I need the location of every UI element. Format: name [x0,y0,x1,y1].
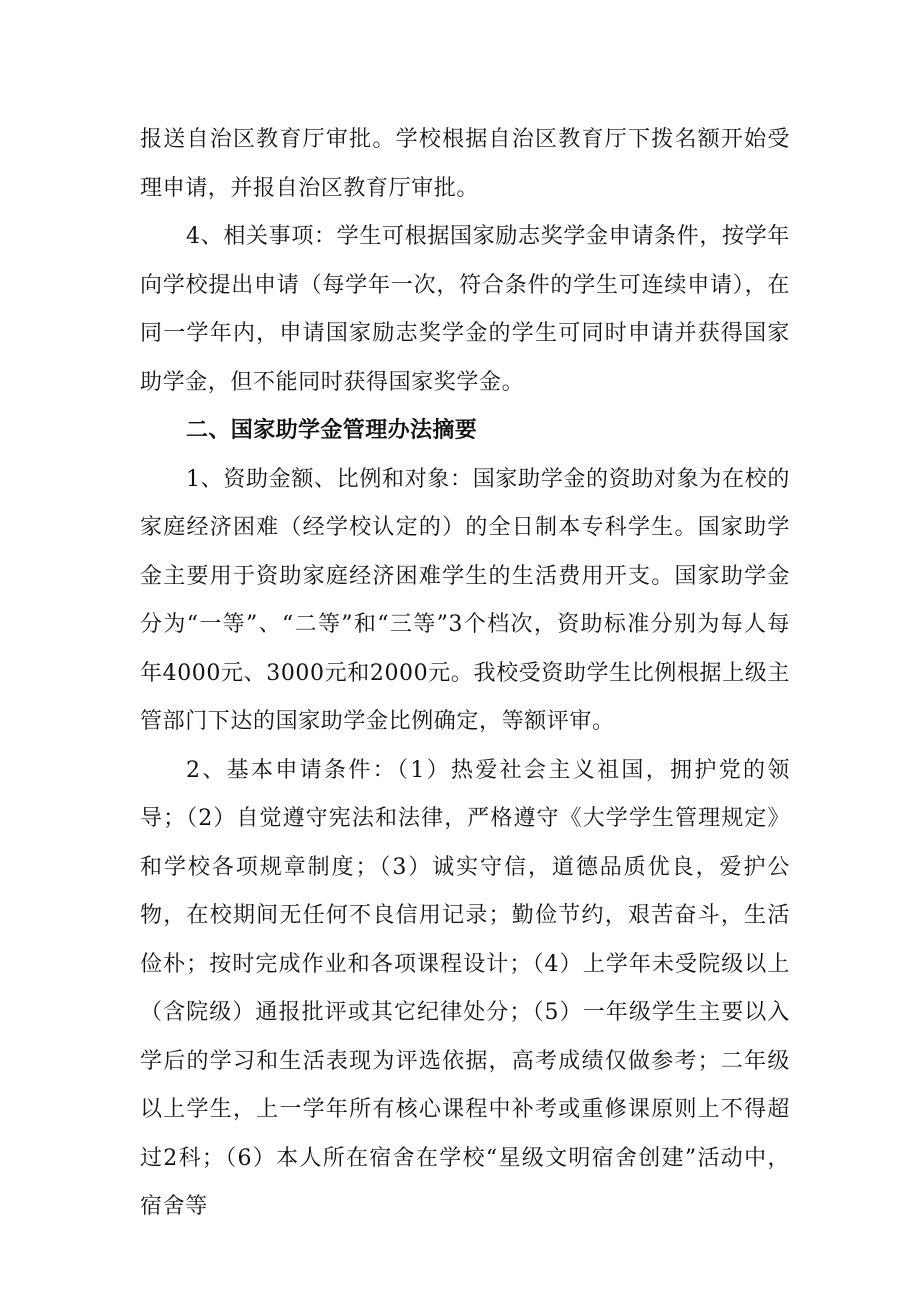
section-heading: 二、国家助学金管理办法摘要 [186,418,478,443]
paragraph-related-matters: 4、相关事项：学生可根据国家励志奖学金申请条件，按学年向学校提出申请（每学年一次，符合条件的学生可连续申请），在同一学年内，申请国家励志奖学金的学生可同时申请并获得国家助学金，但不能同时获得国家奖学金。 [140,224,790,395]
paragraph-application-conditions: 2、基本申请条件：（1）热爱社会主义祖国，拥护党的领导；（2）自觉遵守宪法和法律，严格遵守《大学学生管理规定》和学校各项规章制度；（3）诚实守信，道德品质优良，爱护公物，在校期间无任何不良信用记录；勤俭节约，艰苦奋斗，生活俭朴；按时完成作业和各项课程设计；（4）上学年未受院级以上（含院级）通报批评或其它纪律处分；（5）一年级学生主要以入学后的学习和生活表现为评选依据，高考成绩仅做参考；二年级以上学生，上一学年所有核心课程中补考或重修课原则上不得超过2科；（6）本人所在宿舍在学校“星级文明宿舍创建”活动中，宿舍等 [140,757,790,1219]
paragraph-continuation: 报送自治区教育厅审批。学校根据自治区教育厅下拨名额开始受理申请，并报自治区教育厅审批。 [140,127,790,201]
document-body [140,116,790,1232]
paragraph-funding-amount: 1、资助金额、比例和对象：国家助学金的资助对象为在校的家庭经济困难（经学校认定的）的全日制本专科学生。国家助学金主要用于资助家庭经济困难学生的生活费用开支。国家助学金分为“一等”、“二等”和“三等”3个档次，资助标准分别为每人每年4000元、3000元和2000元。我校受资助学生比例根据上级主管部门下达的国家助学金比例确定，等额评审。 [140,466,790,734]
